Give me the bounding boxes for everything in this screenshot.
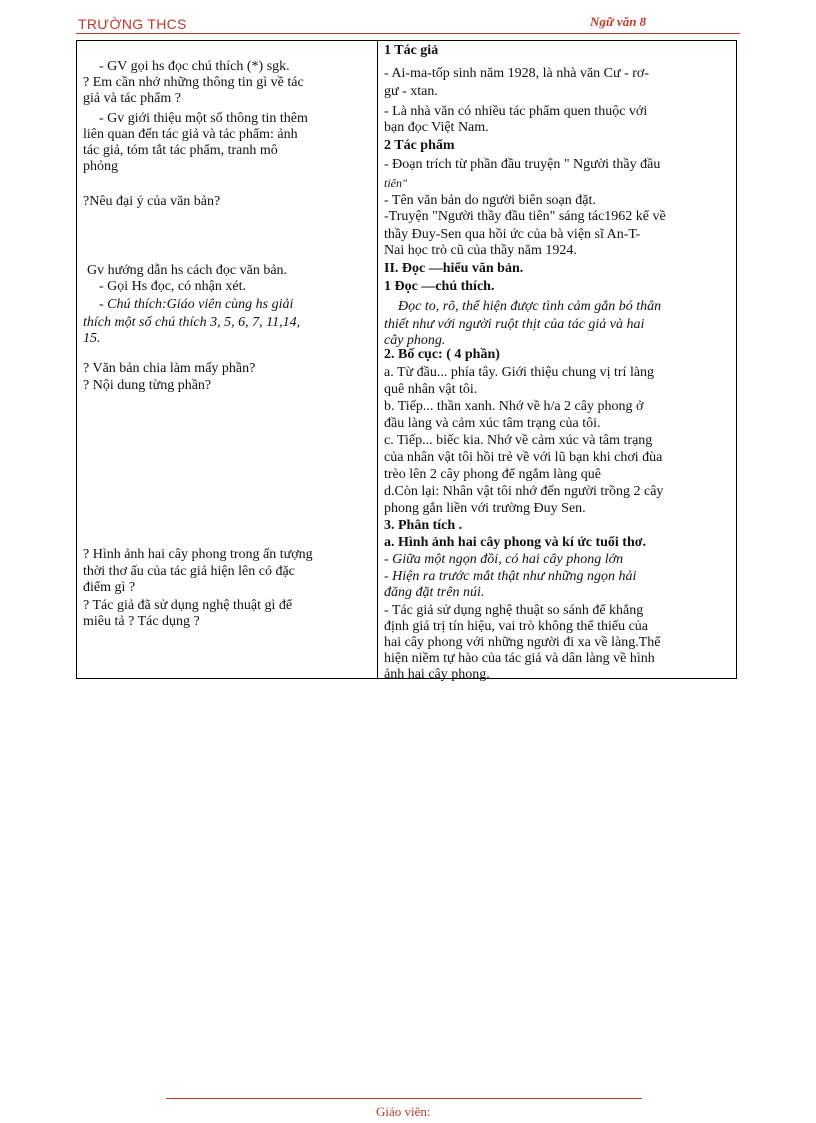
right-line: phong gắn liền với trường Đuy Sen. — [384, 501, 586, 516]
right-line: a. Từ đầu... phía tây. Giới thiệu chung vị trí làng — [384, 365, 655, 380]
teacher-label: Giáo viên: — [376, 1104, 431, 1119]
section-heading: 1 Tác giả — [384, 43, 439, 58]
right-line: thầy Đuy-Sen qua hồi ức của bà viện sĩ An-T- — [384, 227, 641, 242]
right-line: - Ai-ma-tốp sinh năm 1928, là nhà văn Cư - rơ- — [384, 66, 649, 81]
right-line: - Là nhà văn có nhiều tác phẩm quen thuộc với — [384, 104, 648, 119]
section-heading: 2 Tác phẩm — [384, 138, 455, 153]
right-line: b. Tiếp... thần xanh. Nhớ về h/a 2 cây phong ở — [384, 399, 644, 414]
right-line: cây phong. — [384, 333, 446, 348]
left-line: điểm gì ? — [83, 580, 136, 595]
left-line: thích một số chú thích 3, 5, 6, 7, 11,14, — [83, 315, 301, 330]
right-line: d.Còn lại: Nhân vật tôi nhớ đến người trồng 2 cây — [384, 484, 664, 499]
left-line: liên quan đến tác giả và tác phẩm: ảnh — [83, 127, 298, 142]
lesson-table — [76, 40, 737, 682]
section-heading: 3. Phân tích . — [384, 518, 463, 533]
left-line: Gv hướng dẫn hs cách đọc văn bản. — [87, 263, 288, 278]
left-line: ? Hình ảnh hai cây phong trong ấn tượng — [83, 547, 313, 562]
right-line: - Tên văn bản do người biên soạn đặt. — [384, 193, 596, 208]
left-line: thời thơ ấu của tác giả hiện lên có đặc — [83, 564, 295, 579]
right-line: c. Tiếp... biếc kia. Nhớ về cảm xúc và tâm trạng — [384, 433, 653, 448]
right-line: - Tác giả sử dụng nghệ thuật so sánh để khẳng — [384, 603, 644, 618]
school-name: TRƯỜNG THCS — [78, 16, 187, 32]
left-line: - Gọi Hs đọc, có nhận xét. — [99, 279, 246, 294]
right-line: hai cây phong với những người đi xa về làng.Thể — [384, 635, 661, 650]
left-line: ? Em cần nhớ những thông tin gì về tác — [83, 75, 304, 90]
left-line: 15. — [83, 331, 101, 346]
right-line: thiết như với người ruột thịt của tác giả và hai — [384, 317, 645, 332]
right-line: định giá trị tín hiệu, vai trò không thể thiếu của — [384, 619, 648, 634]
right-line: quê nhân vật tôi. — [384, 382, 478, 397]
content-column — [378, 41, 736, 682]
right-line: - Đoạn trích từ phần đầu truyện " Người thầy đầu — [384, 157, 661, 172]
section-heading: II. Đọc —hiểu văn bản. — [384, 261, 524, 276]
right-line: - Hiện ra trước mắt thật như những ngọn hải — [384, 569, 637, 584]
left-line: ? Văn bản chia làm mấy phần? — [83, 361, 256, 376]
left-line: - Gv giới thiệu một số thông tin thêm — [99, 111, 308, 126]
right-line: gư - xtan. — [384, 84, 438, 99]
left-line: tác giả, tóm tắt tác phẩm, tranh mô — [83, 143, 278, 158]
right-line: Nai học trò cũ của thầy năm 1924. — [384, 243, 577, 258]
left-line: ? Tác giả đã sử dụng nghệ thuật gì để — [83, 598, 293, 613]
left-line: ?Nêu đại ý của văn bản? — [83, 194, 221, 209]
subsection-heading: 2. Bố cục: ( 4 phần) — [384, 347, 500, 362]
left-line: phỏng — [83, 159, 118, 174]
teacher-activity-column — [77, 41, 377, 678]
subsection-heading: 1 Đọc —chú thích. — [384, 279, 495, 294]
right-line: ảnh hai cây phong. — [384, 667, 490, 682]
left-line: miêu tả ? Tác dụng ? — [83, 614, 200, 629]
subject-title: Ngữ văn 8 — [590, 14, 647, 29]
right-line: tiên" — [384, 176, 408, 190]
left-line: giả và tác phẩm ? — [83, 91, 181, 106]
header-rule — [76, 33, 740, 34]
right-line: Đọc to, rõ, thể hiện được tình cảm gắn bó thân — [398, 299, 662, 314]
left-line: ? Nội dung từng phần? — [83, 378, 212, 393]
footer-rule — [166, 1098, 642, 1099]
right-line: đầu làng và cảm xúc tâm trạng của tôi. — [384, 416, 601, 431]
left-line: - GV gọi hs đọc chú thích (*) sgk. — [99, 59, 290, 74]
right-line: trèo lên 2 cây phong để ngắm làng quê — [384, 467, 601, 482]
right-line: - Giữa một ngọn đồi, có hai cây phong lớn — [384, 552, 624, 567]
subsection-heading: a. Hình ảnh hai cây phong và kí ức tuổi thơ. — [384, 535, 647, 550]
right-line: -Truyện "Người thầy đầu tiên" sáng tác1962 kể về — [384, 209, 666, 224]
right-line: bạn đọc Việt Nam. — [384, 120, 489, 135]
right-line: đăng đặt trên núi. — [384, 585, 485, 600]
right-line: của nhân vật tôi hồi trẻ về với lũ bạn khi chơi đùa — [384, 450, 663, 465]
left-line: - Chú thích:Giáo viên cùng hs giải — [99, 297, 294, 312]
right-line: hiện niềm tự hào của tác giả và dân làng về hình — [384, 651, 655, 666]
